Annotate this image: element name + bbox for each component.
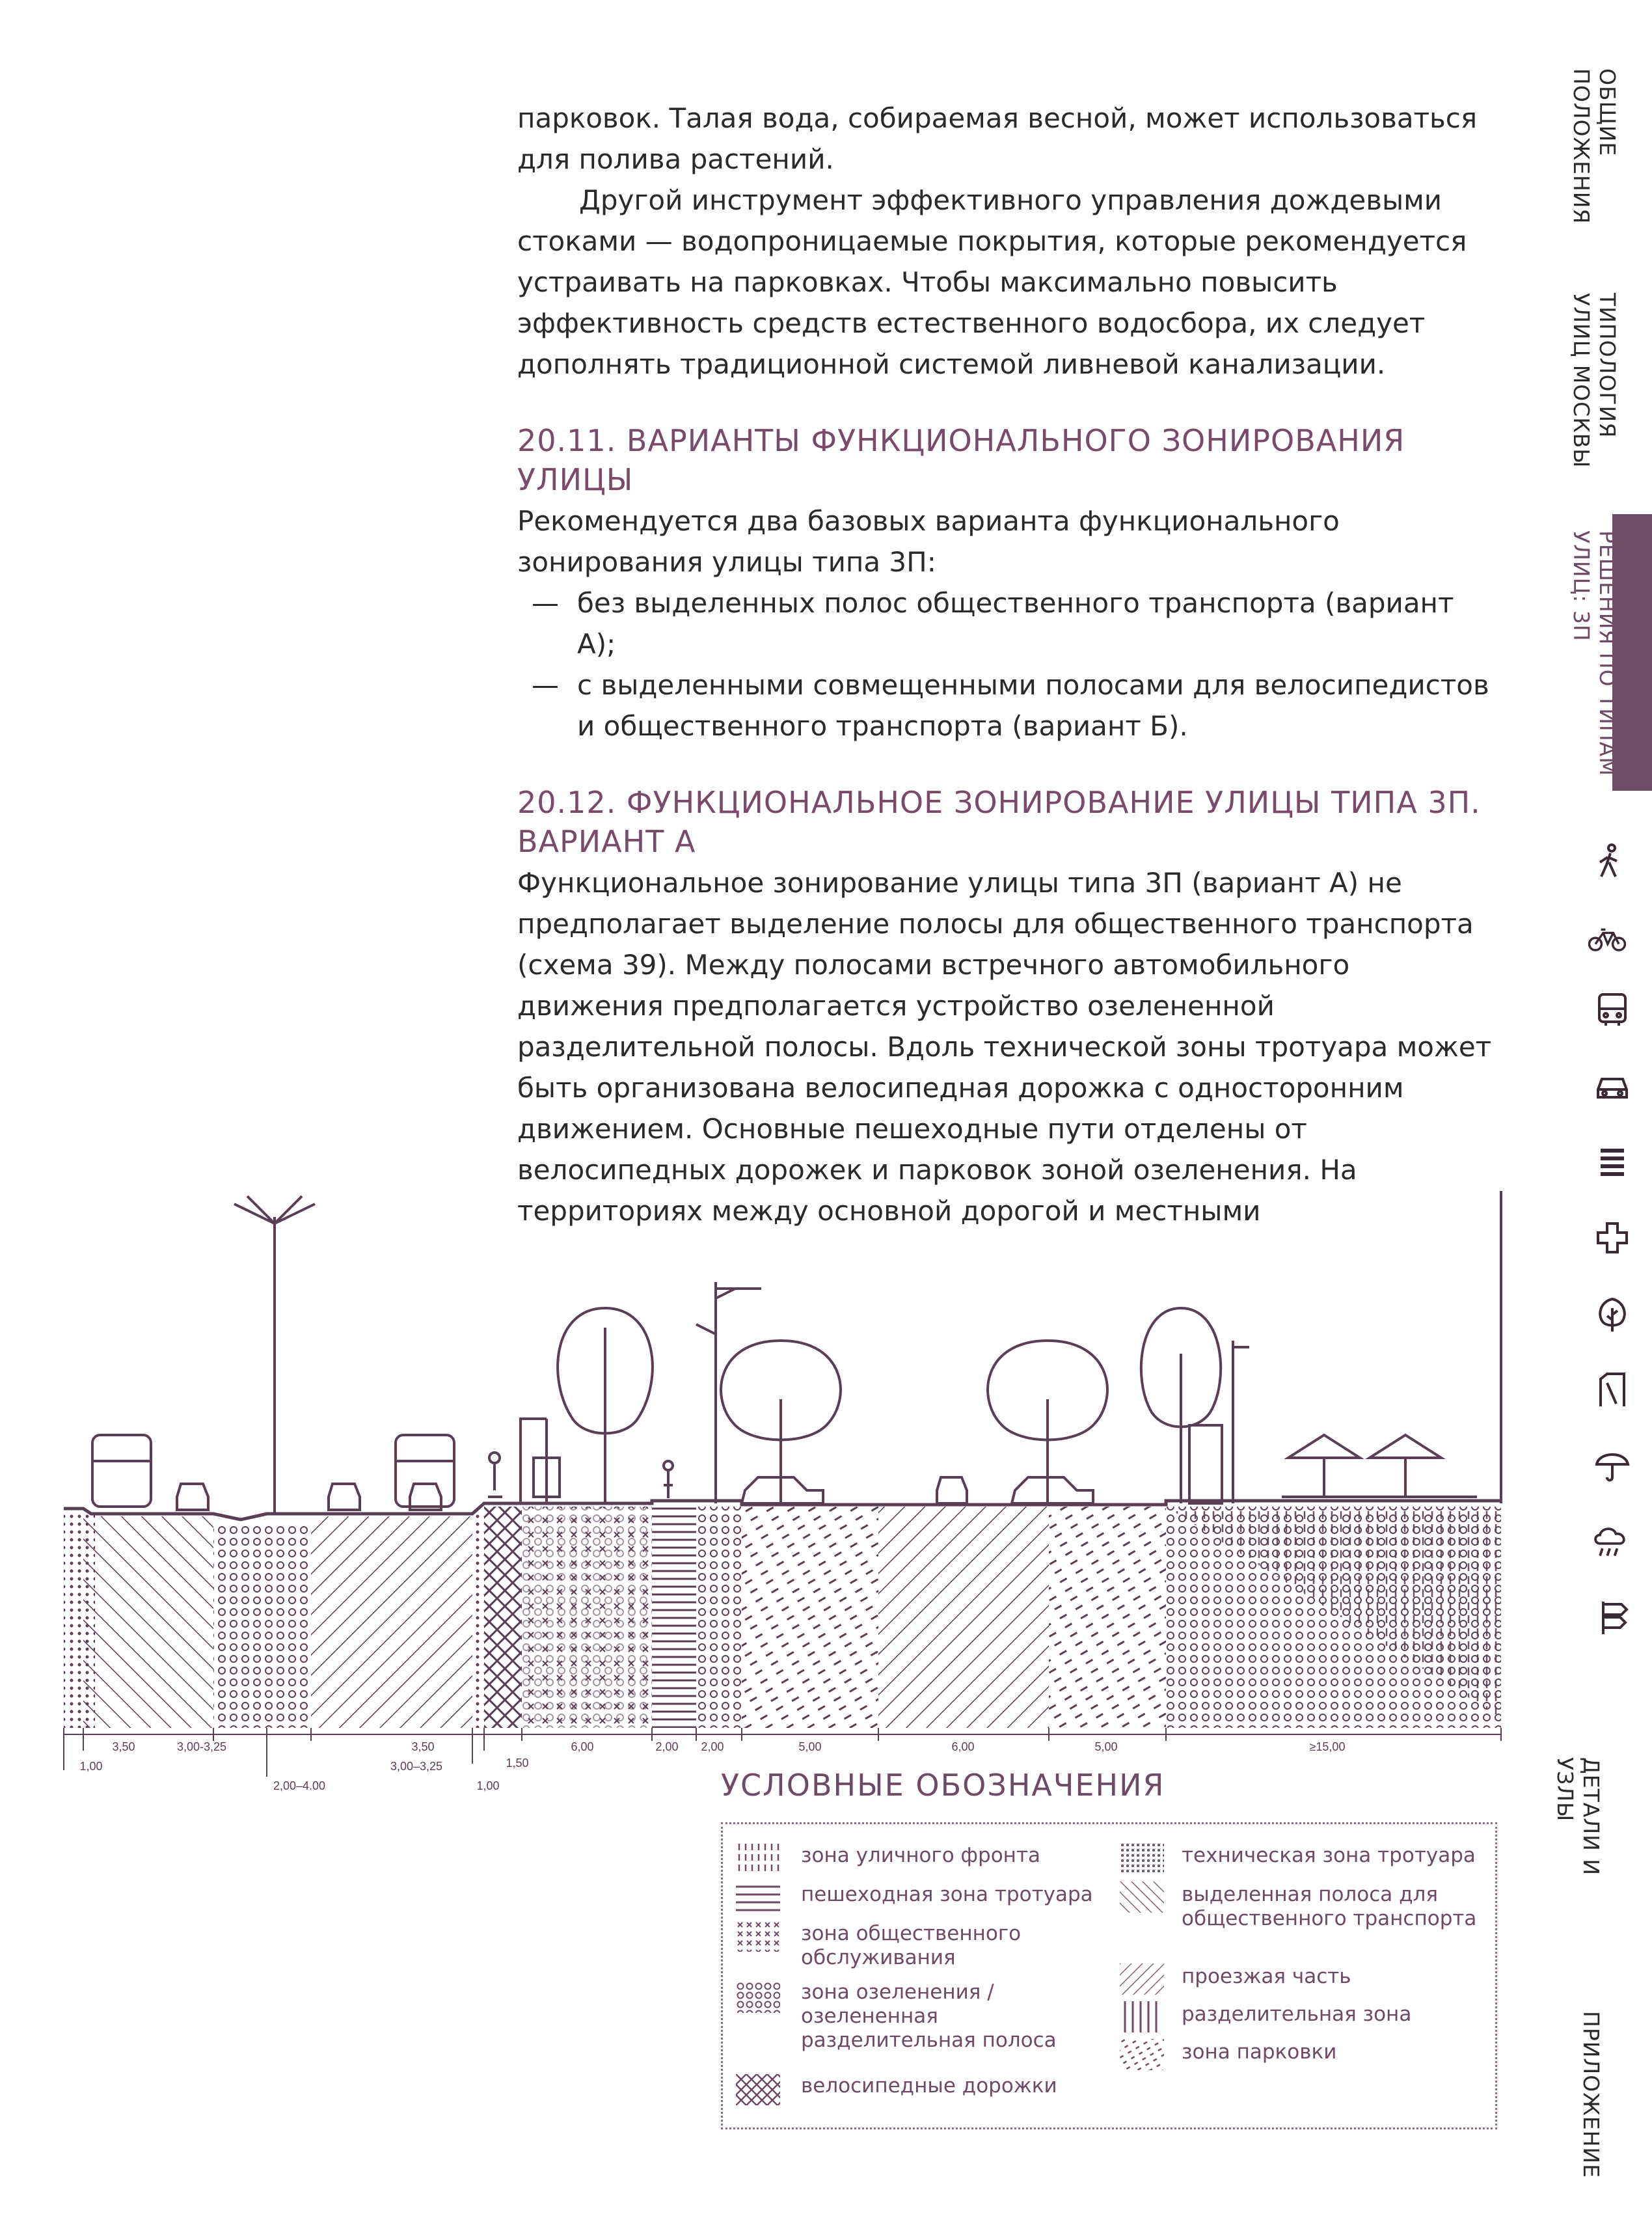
dim-label: 1,00 <box>79 1760 103 1773</box>
swatch-separation <box>1120 2001 1164 2032</box>
main-text <box>517 98 1493 1231</box>
tree <box>988 1341 1107 1503</box>
swatch-roadway <box>1120 1963 1164 1995</box>
swatch-street-front <box>736 1842 780 1874</box>
trolleybus-icon[interactable] <box>1593 989 1632 1028</box>
car <box>329 1484 360 1510</box>
list-item <box>517 664 1493 746</box>
tab-appendix[interactable]: ПРИЛОЖЕНИЕ <box>1578 2011 1604 2178</box>
tree <box>1141 1308 1221 1503</box>
tree <box>721 1341 841 1503</box>
street-lamp <box>234 1196 315 1513</box>
dim-label: 3,50 <box>411 1740 435 1753</box>
legend-label: зона озеленения / озелененная разделительная полоса <box>801 1980 1057 2052</box>
dim-label: 2,00–4.00 <box>273 1779 326 1792</box>
dim-label: 2,00 <box>701 1740 724 1753</box>
legend-label: проезжая часть <box>1182 1965 1351 1988</box>
legend-label: зона парковки <box>1182 2040 1337 2064</box>
dim-label: 5,00 <box>798 1740 822 1753</box>
medical-cross-icon[interactable] <box>1593 1218 1632 1257</box>
kiosk <box>1189 1425 1222 1503</box>
dim-label: 2,00 <box>655 1740 679 1753</box>
street-lamp <box>696 1282 761 1503</box>
list-item <box>517 582 1493 664</box>
legend-label: зона уличного фронта <box>801 1844 1041 1867</box>
legend-box <box>721 1822 1497 2129</box>
traffic-light <box>1233 1341 1249 1503</box>
dim-label: ≥15,00 <box>1309 1740 1346 1753</box>
section-heading: 20.11. ВАРИАНТЫ ФУНКЦИОНАЛЬНОГО ЗОНИРОВАНИЯ УЛИЦЫ <box>517 423 1405 497</box>
legend-label: зона общественного обслуживания <box>801 1922 1022 1969</box>
bus-right <box>396 1435 454 1507</box>
tab-general[interactable]: ОБЩИЕ ПОЛОЖЕНИЯ <box>1569 68 1620 225</box>
swatch-technical <box>1120 1842 1164 1874</box>
paragraph: Другой инструмент эффективного управления дождевыми стоками — водопроницаемые покрытия, которые рекомендуется устраивать на парковках. Чтобы максимально повысить эффективность средств естественного водосбора, их следует дополнять традиционной системой ливневой канализации. <box>517 184 1467 380</box>
car <box>1012 1477 1093 1503</box>
dim-label: 3,50 <box>112 1740 135 1753</box>
cafe-umbrella <box>1288 1435 1360 1497</box>
paragraph: парковок. Талая вода, собираемая весной, может использоваться для полива растений. <box>517 102 1478 175</box>
car <box>177 1484 208 1510</box>
swatch-greenery <box>736 1982 780 2013</box>
dim-label: 3,00–3,25 <box>390 1760 443 1773</box>
swatch-public-service <box>736 1921 780 1952</box>
pedestrian-icon[interactable] <box>1591 843 1630 882</box>
tree <box>558 1308 653 1503</box>
legend-label: велосипедные дорожки <box>801 2074 1057 2098</box>
legend-title: УСЛОВНЫЕ ОБОЗНАЧЕНИЯ <box>721 1768 1165 1803</box>
bus-stop-icon[interactable] <box>1593 1370 1632 1409</box>
dim-label: 3,00-3,25 <box>176 1740 227 1753</box>
swatch-pedestrian <box>736 1881 780 1913</box>
crosswalk-icon[interactable] <box>1593 1142 1632 1181</box>
dim-label: 5,00 <box>1094 1740 1118 1753</box>
swatch-bike-lanes <box>736 2074 780 2105</box>
cyclist <box>488 1464 502 1497</box>
paragraph: Рекомендуется два базовых варианта функционального зонирования улицы типа 3П: <box>517 505 1340 578</box>
car <box>937 1477 967 1503</box>
list-dash: — <box>532 587 559 619</box>
list-dash: — <box>532 669 559 701</box>
cafe-umbrella <box>1370 1435 1441 1497</box>
dim-label: 1,00 <box>476 1779 500 1792</box>
paragraph: Функциональное зонирование улицы типа 3П (вариант А) не предполагает выделение полосы для общественного транспорта (схема 39). Между полосами встречного автомобильного движения предполагается устройство озелененной разделительной полосы. Вдоль технической зоны тротуара может быть организована велосипедная дорожка с односторонним движением. Основные пешеходные пути отделены от велосипедных дорожек и парковок зоной озеленения. На территориях между основной дорогой и местными <box>517 867 1492 1227</box>
bicycle-icon[interactable] <box>1588 919 1627 958</box>
bus-left <box>92 1435 151 1507</box>
dim-label: 6,00 <box>571 1740 594 1753</box>
list-item-text: без выделенных полос общественного транспорта (вариант А); <box>577 587 1454 660</box>
umbrella-icon[interactable] <box>1593 1445 1632 1484</box>
legend-label: техническая зона тротуара <box>1182 1844 1476 1867</box>
list-item-text: с выделенными совмещенными полосами для велосипедистов и общественного транспорта (вариант Б). <box>577 669 1489 742</box>
street-objects <box>92 1191 1501 1513</box>
swatch-dedicated-lane <box>1120 1881 1164 1913</box>
car-icon[interactable] <box>1593 1067 1632 1106</box>
signpost-icon[interactable] <box>1593 1598 1632 1637</box>
section-heading: 20.12. ФУНКЦИОНАЛЬНОЕ ЗОНИРОВАНИЕ УЛИЦЫ ТИПА 3П. ВАРИАНТ А <box>517 785 1481 859</box>
legend-label: разделительная зона <box>1182 2003 1412 2026</box>
dim-label: 1,50 <box>506 1757 529 1770</box>
tab-solutions[interactable]: РЕШЕНИЯ ПО ТИПАМ УЛИЦ: 3П <box>1569 530 1620 776</box>
rain-cloud-icon[interactable] <box>1591 1522 1631 1561</box>
tree-icon[interactable] <box>1593 1295 1632 1334</box>
car <box>742 1477 823 1503</box>
tab-typology[interactable]: ТИПОЛОГИЯ УЛИЦ МОСКВЫ <box>1569 293 1620 469</box>
swatch-parking <box>1120 2039 1164 2070</box>
legend-label: выделенная полоса для общественного транспорта <box>1182 1883 1477 1930</box>
dim-label: 6,00 <box>951 1740 975 1753</box>
tab-details[interactable]: ДЕТАЛИ И УЗЛЫ <box>1552 1757 1604 1876</box>
legend-label: пешеходная зона тротуара <box>801 1883 1093 1906</box>
